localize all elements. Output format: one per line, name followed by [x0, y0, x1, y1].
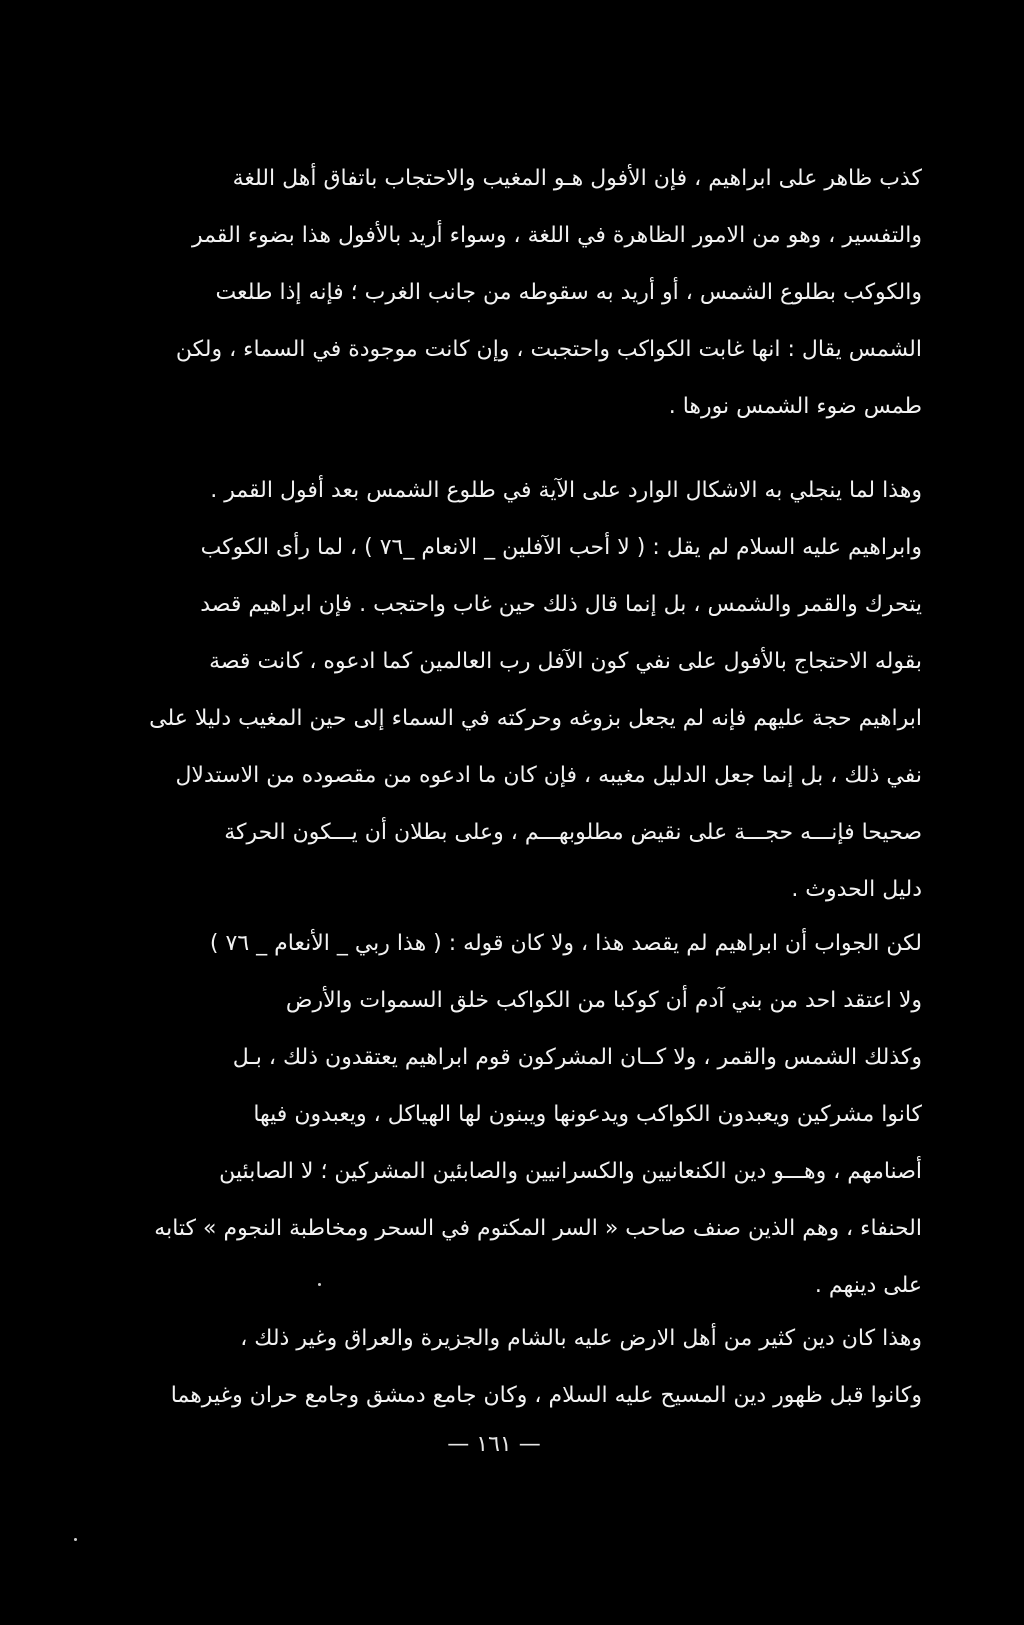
- text-line: وكانوا قبل ظهور دين المسيح عليه السلام ، وكان جامع دمشق وجامع حران وغيرهما: [170, 1383, 922, 1408]
- text-line: صحيحا فإنـــه حجـــة على نقيض مطلوبهـــم ، وعلى بطلان أن يـــكون الحركة: [224, 820, 922, 845]
- paragraph-1: [132, 150, 922, 435]
- text-line: الحنفاء ، وهم الذين صنف صاحب « السر المكتوم في السحر ومخاطبة النجوم » كتابه: [154, 1216, 922, 1241]
- text-line: بقوله الاحتجاج بالأفول على نفي كون الآفل رب العالمين كما ادعوه ، كانت قصة: [209, 649, 922, 674]
- text-line: يتحرك والقمر والشمس ، بل إنما قال ذلك حين غاب واحتجب . فإن ابراهيم قصد: [200, 592, 922, 617]
- text-line: لكن الجواب أن ابراهيم لم يقصد هذا ، ولا كان قوله : ( هذا ربي _ الأنعام _ ٧٦ ): [209, 931, 922, 956]
- text-line: نفي ذلك ، بل إنما جعل الدليل مغيبه ، فإن كان ما ادعوه من مقصوده من الاستدلال: [175, 763, 922, 788]
- text-line: على دينهم .: [814, 1273, 922, 1298]
- text-line: وهذا لما ينجلي به الاشكال الوارد على الآية في طلوع الشمس بعد أفول القمر .: [210, 478, 922, 503]
- text-line: وهذا كان دين كثير من أهل الارض عليه بالشام والجزيرة والعراق وغير ذلك ،: [240, 1326, 922, 1351]
- text-line: وابراهيم عليه السلام لم يقل : ( لا أحب الآفلين _ الانعام _٧٦ ) ، لما رأى الكوكب: [200, 535, 922, 560]
- paragraph-2: [132, 462, 922, 918]
- text-line: طمس ضوء الشمس نورها .: [668, 394, 922, 419]
- text-line: ولا اعتقد احد من بني آدم أن كوكبا من الكواكب خلق السموات والأرض: [285, 988, 922, 1013]
- paragraph-3: [132, 915, 922, 1314]
- page-number: — ١٦١ —: [447, 1432, 541, 1457]
- text-line: الشمس يقال : انها غابت الكواكب واحتجبت ، وإن كانت موجودة في السماء ، ولكن: [175, 337, 922, 362]
- text-line: والكوكب بطلوع الشمس ، أو أريد به سقوطه من جانب الغرب ؛ فإنه إذا طلعت: [215, 280, 922, 305]
- text-line: والتفسير ، وهو من الامور الظاهرة في اللغة ، وسواء أريد بالأفول هذا بضوء القمر: [192, 223, 922, 248]
- text-line: ابراهيم حجة عليهم فإنه لم يجعل بزوغه وحركته في السماء إلى حين المغيب دليلا على: [149, 706, 922, 731]
- paragraph-4: [132, 1310, 922, 1424]
- text-line: كانوا مشركين ويعبدون الكواكب ويدعونها ويبنون لها الهياكل ، ويعبدون فيها: [253, 1102, 922, 1127]
- text-line: دليل الحدوث .: [791, 877, 922, 902]
- scan-speck: [318, 1283, 321, 1286]
- text-line: كذب ظاهر على ابراهيم ، فإن الأفول هـو المغيب والاحتجاب باتفاق أهل اللغة: [232, 166, 922, 191]
- text-line: وكذلك الشمس والقمر ، ولا كــان المشركون قوم ابراهيم يعتقدون ذلك ، بـل: [232, 1045, 922, 1070]
- scan-speck: [74, 1538, 77, 1541]
- text-line: أصنامهم ، وهـــو دين الكنعانيين والكسرانيين والصابئين المشركين ؛ لا الصابئين: [219, 1159, 922, 1184]
